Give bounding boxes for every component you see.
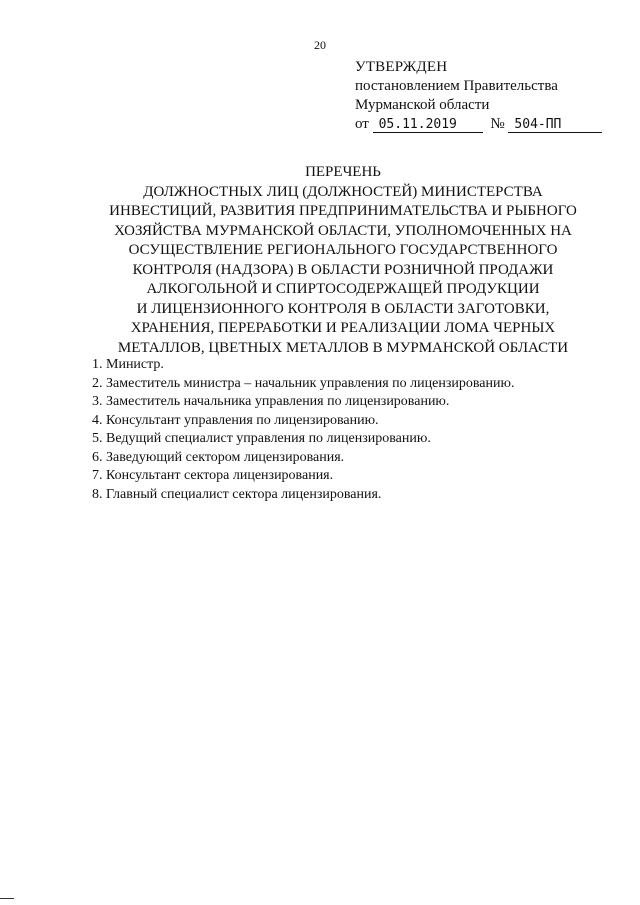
list-item: 2. Заместитель министра – начальник управления по лицензированию. (92, 375, 515, 391)
positions-list (92, 356, 514, 504)
list-item: 1. Министр. (92, 357, 164, 372)
heading-line: ХРАНЕНИЯ, ПЕРЕРАБОТКИ И РЕАЛИЗАЦИИ ЛОМА ЧЕРНЫХ (130, 320, 556, 336)
heading-line: ОСУЩЕСТВЛЕНИЕ РЕГИОНАЛЬНОГО ГОСУДАРСТВЕННОГО (128, 242, 558, 258)
heading-line: МЕТАЛЛОВ, ЦВЕТНЫХ МЕТАЛЛОВ В МУРМАНСКОЙ ОБЛАСТИ (117, 339, 569, 356)
approval-date-line (355, 115, 602, 134)
list-item: 6. Заведующий сектором лицензирования. (92, 449, 345, 465)
heading-line: АЛКОГОЛЬНОЙ И СПИРТОСОДЕРЖАЩЕЙ ПРОДУКЦИИ (146, 281, 540, 297)
approval-block (355, 58, 602, 134)
date-prefix: от (355, 116, 369, 132)
list-item: 4. Консультант управления по лицензированию. (92, 412, 379, 428)
number-prefix: № (490, 116, 505, 132)
list-item: 5. Ведущий специалист управления по лицензированию. (92, 431, 431, 446)
heading-title: ПЕРЕЧЕНЬ (305, 164, 381, 180)
heading-line: ДОЛЖНОСТНЫХ ЛИЦ (ДОЛЖНОСТЕЙ) МИНИСТЕРСТВА (143, 183, 543, 200)
scan-corner-mark (0, 898, 14, 899)
document-heading (98, 163, 588, 358)
approval-title: УТВЕРЖДЕН (355, 59, 448, 75)
approval-line-2: Мурманской области (355, 97, 490, 113)
list-item: 8. Главный специалист сектора лицензирования. (92, 486, 382, 502)
heading-line: И ЛИЦЕНЗИОННОГО КОНТРОЛЯ В ОБЛАСТИ ЗАГОТОВКИ, (136, 300, 550, 317)
heading-line: ХОЗЯЙСТВА МУРМАНСКОЙ ОБЛАСТИ, УПОЛНОМОЧЕННЫХ НА (114, 222, 572, 239)
approval-line-1: постановлением Правительства (355, 78, 558, 94)
page-number: 20 (314, 38, 326, 52)
approval-date: 05.11.2019 (373, 117, 483, 133)
heading-line: КОНТРОЛЯ (НАДЗОРА) В ОБЛАСТИ РОЗНИЧНОЙ ПРОДАЖИ (132, 261, 554, 278)
approval-number: 504-ПП (508, 117, 602, 133)
list-item: 7. Консультант сектора лицензирования. (92, 468, 334, 483)
heading-line: ИНВЕСТИЦИЙ, РАЗВИТИЯ ПРЕДПРИНИМАТЕЛЬСТВА И РЫБНОГО (109, 203, 577, 219)
list-item: 3. Заместитель начальника управления по лицензированию. (92, 394, 450, 409)
